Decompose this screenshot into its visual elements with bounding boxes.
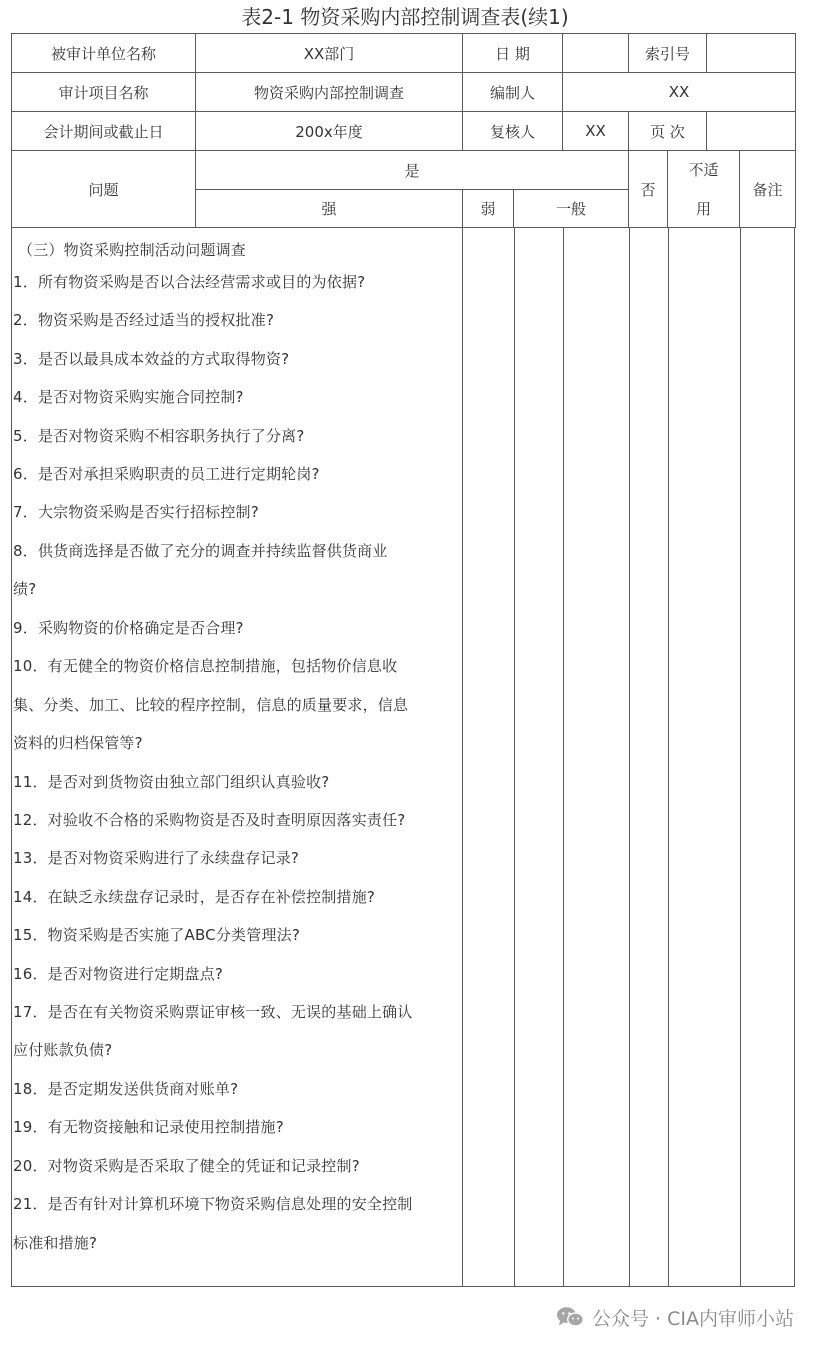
column-divider: [563, 228, 564, 1286]
question-line: 集、分类、加工、比较的程序控制，信息的质量要求，信息: [13, 696, 409, 714]
question-line: 9．采购物资的价格确定是否合理?: [13, 619, 244, 637]
yes-general-header: 一般: [514, 190, 629, 228]
column-divider: [629, 228, 630, 1286]
question-line: 10．有无健全的物资价格信息控制措施，包括物价信息收: [13, 657, 398, 675]
table-title: 表2-1 物资采购内部控制调查表(续1): [241, 5, 569, 29]
audited-unit-label: 被审计单位名称: [12, 34, 196, 73]
question-line: 7．大宗物资采购是否实行招标控制?: [13, 503, 259, 521]
watermark-text: 公众号 · CIA内审师小站: [592, 1307, 794, 1330]
question-line: 6．是否对承担采购职责的员工进行定期轮岗?: [13, 465, 320, 483]
question-line: 应付账款负债?: [13, 1041, 113, 1059]
question-line: 2．物资采购是否经过适当的授权批准?: [13, 311, 275, 329]
question-line: 8．供货商选择是否做了充分的调查并持续监督供货商业: [13, 542, 388, 560]
page-value: [707, 112, 796, 151]
not-applicable-column-header: [668, 151, 740, 228]
question-line: 14．在缺乏永续盘存记录时，是否存在补偿控制措施?: [13, 888, 376, 906]
column-divider: [462, 228, 463, 1286]
question-line: 11．是否对到货物资由独立部门组织认真验收?: [13, 773, 330, 791]
preparer-value: XX: [563, 73, 796, 112]
column-divider: [740, 228, 741, 1286]
reviewer-label: 复核人: [463, 112, 563, 151]
survey-form: [11, 33, 795, 1287]
question-column-header: 问题: [12, 151, 196, 228]
question-line: 17．是否在有关物资采购票证审核一致、无误的基础上确认: [13, 1003, 413, 1021]
not-applicable-line2: 用: [696, 200, 712, 218]
period-label: 会计期间或截止日: [12, 112, 196, 151]
column-divider: [668, 228, 669, 1286]
column-divider: [514, 228, 515, 1286]
period-value: 200x年度: [196, 112, 463, 151]
question-line: 15．物资采购是否实施了ABC分类管理法?: [13, 926, 301, 944]
preparer-label: 编制人: [463, 73, 563, 112]
question-line: 13．是否对物资采购进行了永续盘存记录?: [13, 849, 300, 867]
no-column-header: 否: [629, 151, 668, 228]
watermark: [556, 1302, 794, 1332]
project-value: 物资采购内部控制调查: [196, 73, 463, 112]
question-line: 21．是否有针对计算机环境下物资采购信息处理的安全控制: [13, 1195, 413, 1213]
question-line: 19．有无物资接触和记录使用控制措施?: [13, 1118, 284, 1136]
question-line: 20．对物资采购是否采取了健全的凭证和记录控制?: [13, 1157, 360, 1175]
yes-column-header: 是: [196, 151, 629, 190]
question-line: 绩?: [13, 580, 37, 598]
project-label: 审计项目名称: [12, 73, 196, 112]
question-line: 4．是否对物资采购实施合同控制?: [13, 388, 244, 406]
index-value: [707, 34, 796, 73]
yes-weak-header: 弱: [463, 190, 514, 228]
question-line: 16．是否对物资进行定期盘点?: [13, 965, 224, 983]
page-label: 页 次: [629, 112, 707, 151]
question-line: 5．是否对物资采购不相容职务执行了分离?: [13, 427, 305, 445]
date-label: 日 期: [463, 34, 563, 73]
date-value: [563, 34, 629, 73]
question-line: 资料的归档保管等?: [13, 734, 143, 752]
not-applicable-line1: 不适: [688, 161, 719, 179]
reviewer-value: XX: [563, 112, 629, 151]
audited-unit-value: XX部门: [196, 34, 463, 73]
question-line: 18．是否定期发送供货商对账单?: [13, 1080, 239, 1098]
questions-body: [11, 228, 795, 1287]
wechat-icon: [556, 1306, 584, 1328]
question-line: 12．对验收不合格的采购物资是否及时查明原因落实责任?: [13, 811, 406, 829]
question-line: 1．所有物资采购是否以合法经营需求或目的为依据?: [13, 273, 366, 291]
form-header-table: [11, 33, 796, 228]
index-label: 索引号: [629, 34, 707, 73]
section-heading: （三）物资采购控制活动问题调查: [18, 241, 247, 259]
question-line: 3．是否以最具成本效益的方式取得物资?: [13, 350, 290, 368]
yes-strong-header: 强: [196, 190, 463, 228]
question-line: 标准和措施?: [13, 1234, 98, 1252]
remarks-column-header: 备注: [740, 151, 796, 228]
